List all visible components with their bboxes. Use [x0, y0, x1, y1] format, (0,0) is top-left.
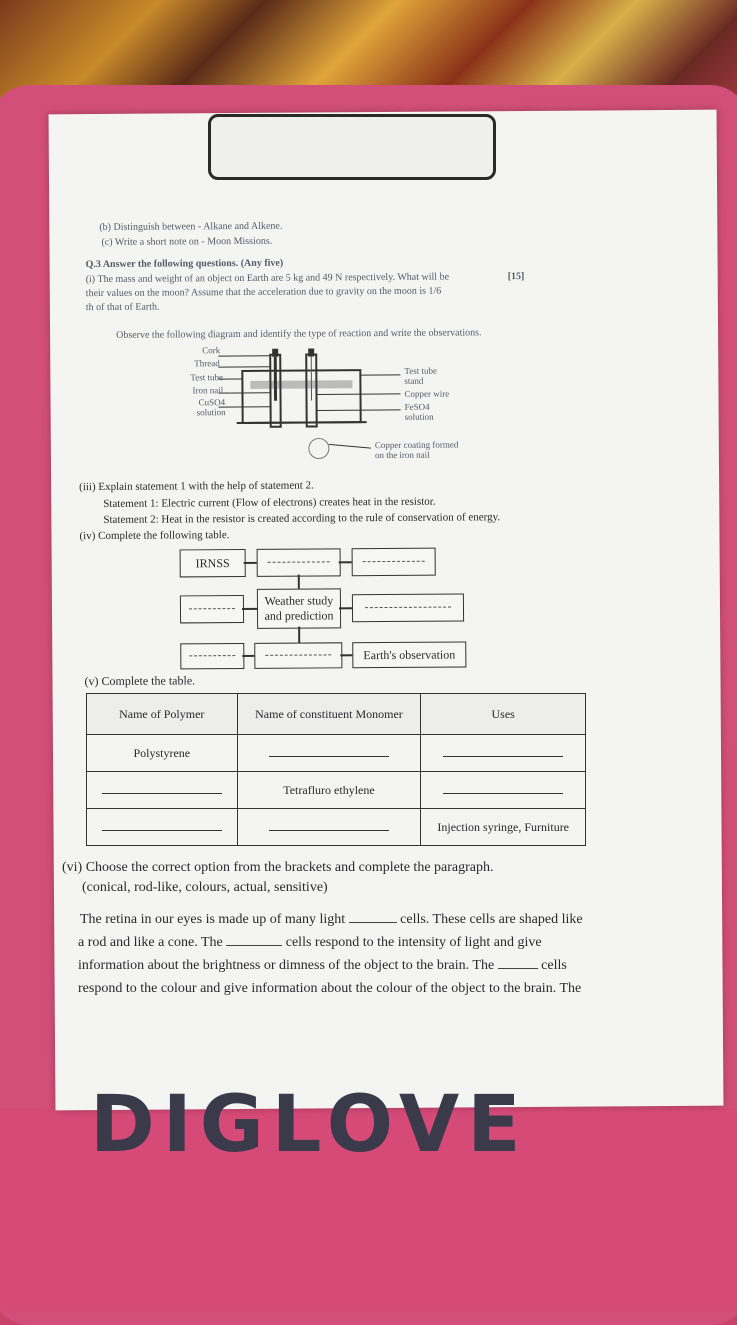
connector: [244, 562, 257, 564]
box-blank-1[interactable]: [257, 548, 341, 577]
box-earth-observation: Earth's observation: [352, 641, 466, 668]
cell-blank[interactable]: [87, 772, 238, 809]
blank-line: [269, 820, 389, 831]
q3-marks: [15]: [508, 271, 525, 282]
header-uses: Uses: [421, 694, 586, 735]
blank-2[interactable]: [226, 945, 282, 946]
question-ii: Observe the following diagram and identify the type of reaction and write the observations.: [116, 327, 482, 341]
label-cuso4: CuSO4: [199, 397, 226, 407]
diagram-drawing: [190, 339, 481, 471]
box-blank-2[interactable]: [352, 548, 436, 577]
label-iron-nail: Iron nail: [192, 385, 223, 395]
cell-blank[interactable]: [87, 809, 238, 846]
connector: [340, 654, 352, 656]
label-test-tube-stand: Test tube stand: [404, 366, 444, 386]
box-irnss: IRNSS: [180, 549, 246, 577]
blank-line: [363, 561, 425, 562]
question-iv: (iv) Complete the following table.: [79, 529, 229, 542]
brand-banner: DIGLOVE: [90, 1090, 650, 1160]
connector: [242, 608, 257, 610]
box-blank-4[interactable]: [352, 593, 464, 622]
blank-1[interactable]: [349, 922, 397, 923]
box-blank-3[interactable]: [180, 595, 244, 623]
paragraph-line-1: The retina in our eyes is made up of many light cells. These cells are shaped like: [80, 912, 583, 928]
blank-line: [102, 783, 222, 794]
reaction-diagram: [190, 339, 481, 471]
table-row: [87, 809, 586, 846]
cell-polymer: Polystyrene: [87, 735, 238, 772]
box-blank-5[interactable]: [180, 643, 244, 669]
paragraph-line-4: respond to the colour and give information about the colour of the object to the brain. The: [78, 981, 581, 997]
label-test-tube: Test tube: [190, 372, 223, 382]
question-i-line3: th of that of Earth.: [86, 302, 160, 314]
label-on-nail: on the iron nail: [375, 450, 430, 460]
table-header-row: [87, 694, 586, 735]
polymer-table: [86, 693, 586, 846]
box-blank-6[interactable]: [254, 642, 342, 669]
connector: [242, 655, 254, 657]
paragraph-line-3: information about the brightness or dimness of the object to the brain. The cells: [78, 958, 567, 974]
label-copper-wire: Copper wire: [404, 389, 449, 399]
cell-uses: Injection syringe, Furniture: [421, 809, 586, 846]
question-vi: (vi) Choose the correct option from the brackets and complete the paragraph.: [62, 860, 494, 876]
clipboard-clip: [208, 114, 496, 180]
blank-line: [102, 820, 222, 831]
label-cuso4-solution: solution: [197, 407, 226, 417]
blank-line: [189, 655, 235, 656]
connector: [339, 607, 352, 609]
label-copper-coating: Copper coating formed: [375, 439, 459, 450]
question-iii: (iii) Explain statement 1 with the help of statement 2.: [79, 480, 314, 494]
label-thread: Thread: [194, 358, 220, 368]
cell-blank[interactable]: [421, 772, 586, 809]
cell-blank[interactable]: [237, 809, 421, 846]
header-monomer: Name of constituent Monomer: [237, 694, 421, 735]
statement-1: Statement 1: Electric current (Flow of electrons) creates heat in the resistor.: [103, 496, 435, 510]
table-row: [87, 772, 586, 809]
box-weather: Weather study and prediction: [257, 588, 341, 629]
cell-blank[interactable]: [421, 735, 586, 772]
cell-monomer: Tetrafluro ethylene: [237, 772, 421, 809]
question-v: (v) Complete the table.: [84, 673, 195, 689]
blank-line: [443, 783, 563, 794]
question-i-line1: (i) The mass and weight of an object on Earth are 5 kg and 49 N respectively. What will be: [86, 272, 449, 286]
connector: [339, 561, 352, 563]
blank-line: [443, 746, 563, 757]
blank-line: [189, 608, 235, 609]
paragraph-line-2: a rod and like a cone. The cells respond to the intensity of light and give: [78, 935, 542, 951]
blank-3[interactable]: [498, 968, 538, 969]
cell-blank[interactable]: [237, 735, 421, 772]
label-cork: Cork: [202, 345, 220, 355]
blank-line: [365, 607, 451, 609]
question-i-line2: their values on the moon? Assume that the acceleration due to gravity on the moon is 1/6: [86, 286, 442, 299]
statement-2: Statement 2: Heat in the resistor is created according to the rule of conservation of energy.: [103, 511, 500, 526]
blank-line: [269, 746, 389, 757]
vi-options: (conical, rod-like, colours, actual, sensitive): [82, 880, 328, 896]
q3-heading: Q.3 Answer the following questions. (Any five): [86, 258, 284, 270]
label-feso4-solution: solution: [405, 412, 434, 422]
question-b: (b) Distinguish between - Alkane and Alkene.: [99, 221, 282, 233]
blank-line: [265, 654, 331, 655]
blank-line: [268, 561, 330, 562]
question-c: (c) Write a short note on - Moon Missions.: [101, 236, 272, 248]
table-row: [87, 735, 586, 772]
label-feso4: FeSO4: [405, 402, 430, 412]
header-polymer: Name of Polymer: [87, 694, 238, 735]
